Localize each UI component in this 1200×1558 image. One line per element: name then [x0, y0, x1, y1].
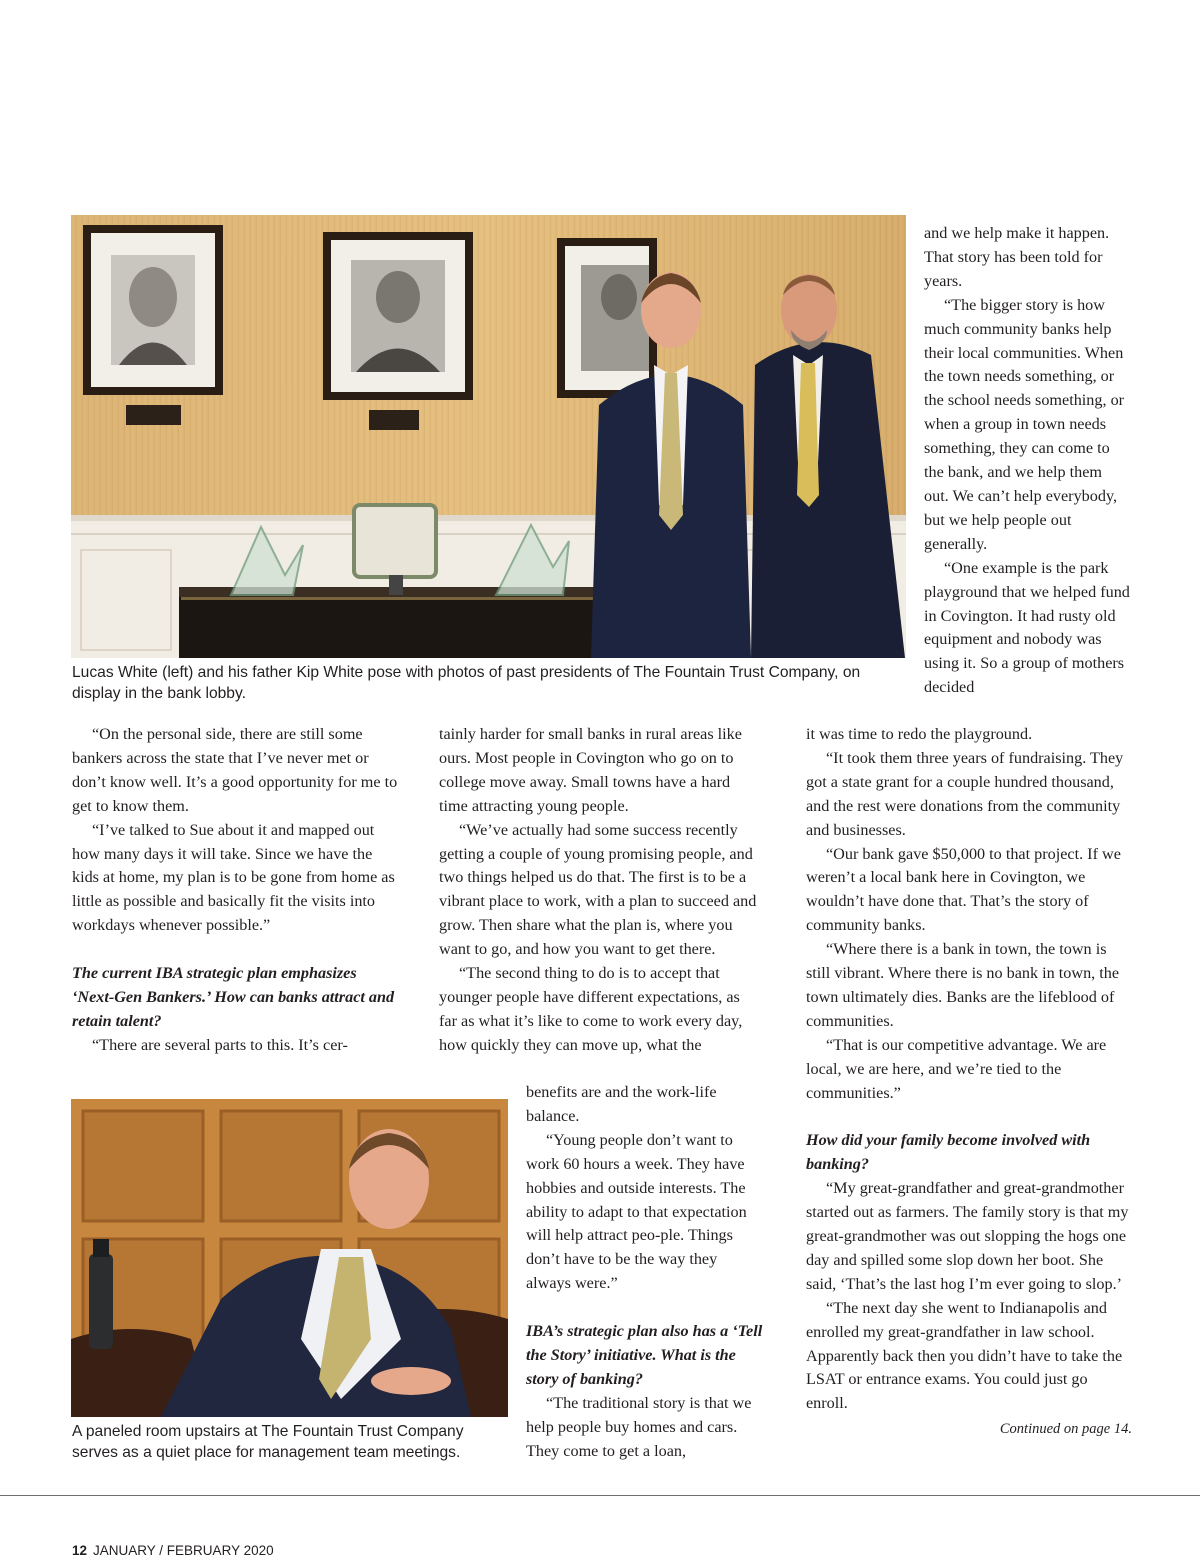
page-footer	[72, 1543, 274, 1558]
right-column-top	[924, 222, 1130, 700]
continued-note: Continued on page 14.	[999, 1421, 1132, 1438]
paragraph: “That is our competitive advantage. We are local, we are here, and we’re tied to the communities.”	[806, 1035, 1107, 1102]
paragraph: “The second thing to do is to accept that younger people have different expectations, as far as what it’s like to come to work every day, how quickly they can move up, what the	[439, 964, 743, 1054]
column-3	[806, 723, 1132, 1442]
paragraph: it was time to redo the playground.	[806, 725, 1033, 743]
paragraph: “I’ve talked to Sue about it and mapped out how many days it will take. Since we have the kids at home, my plan is to be gone from home as little as possible and basically fit the visits into workdays whenever possible.”	[72, 820, 395, 935]
paragraph: “Where there is a bank in town, the town is still vibrant. Where there is no bank in town, the town ultimately dies. Banks are the lifeblood of communities.	[806, 940, 1120, 1030]
paragraph: “There are several parts to this. It’s cer-	[92, 1035, 348, 1054]
paragraph: “One example is the park playground that we helped fund in Covington. It had rusty old equipment and nobody was using it. So a group of mothers decided	[924, 558, 1130, 697]
column-1	[72, 723, 402, 1058]
issue-date: JANUARY / FEBRUARY 2020	[93, 1543, 274, 1558]
paragraph: “Young people don’t want to work 60 hours a week. They have hobbies and outside interests. The ability to adapt to that expectation will help attract peo-ple. Things don’t have to be the way they always were.”	[526, 1130, 747, 1293]
meeting-room-photo	[71, 1099, 508, 1417]
interview-question: IBA’s strategic plan also has a ‘Tell the Story’ initiative. What is the story of banking?	[526, 1322, 763, 1388]
footer-rule	[0, 1495, 1200, 1496]
paragraph: and we help make it happen. That story has been told for years.	[924, 224, 1110, 290]
paragraph: tainly harder for small banks in rural areas like ours. Most people in Covington who go on to college move away. Small towns have a hard time attracting young people.	[439, 725, 742, 815]
paragraph: “The next day she went to Indianapolis and enrolled my great-grandfather in law school. Apparently back then you didn’t have to take the LSAT or entrance exams. You could just go enroll.	[806, 1298, 1123, 1413]
lobby-photo	[71, 215, 906, 658]
meeting-room-photo-caption: A paneled room upstairs at The Fountain Trust Company serves as a quiet place for management team meetings.	[72, 1423, 464, 1461]
column-2-bottom	[526, 1081, 764, 1463]
interview-question: How did your family become involved with banking?	[806, 1131, 1091, 1174]
lobby-photo-caption: Lucas White (left) and his father Kip White pose with photos of past presidents of The Fountain Trust Company, on display in the bank lobby.	[72, 664, 861, 702]
paragraph: “It took them three years of fundraising. They got a state grant for a couple hundred thousand, and the rest were donations from the community and businesses.	[806, 748, 1124, 839]
paragraph: “The bigger story is how much community banks help their local communities. When the town needs something, or the school needs something, or when a group in town needs something, they can come to the bank, and we help them out. We can’t help everybody, but we help people out generally.	[924, 295, 1125, 553]
paragraph: “The traditional story is that we help people buy homes and cars. They come to get a loan,	[526, 1393, 752, 1460]
paragraph: “My great-grandfather and great-grandmother started out as farmers. The family story is that my great-grandmother was out slopping the hogs one day and spilled some slop down her boot. She said, ‘That’s the last hog I’m ever going to slop.’	[806, 1179, 1129, 1293]
interview-question: The current IBA strategic plan emphasizes ‘Next-Gen Bankers.’ How can banks attract and retain talent?	[72, 964, 395, 1030]
paragraph: benefits are and the work-life balance.	[526, 1083, 717, 1125]
page-number: 12	[72, 1543, 88, 1558]
paragraph: “We’ve actually had some success recently getting a couple of young promising people, and two things helped us do that. The first is to be a vibrant place to work, with a plan to succeed and grow. Then share what the plan is, where you want to go, and how you want to get there.	[439, 820, 757, 959]
paragraph: “Our bank gave $50,000 to that project. If we weren’t a local bank here in Covington, we wouldn’t have done that. That’s the story of community banks.	[806, 844, 1121, 935]
paragraph: “On the personal side, there are still some bankers across the state that I’ve never met or don’t know well. It’s a good opportunity for me to get to know them.	[72, 725, 398, 815]
column-2-top	[439, 723, 761, 1058]
